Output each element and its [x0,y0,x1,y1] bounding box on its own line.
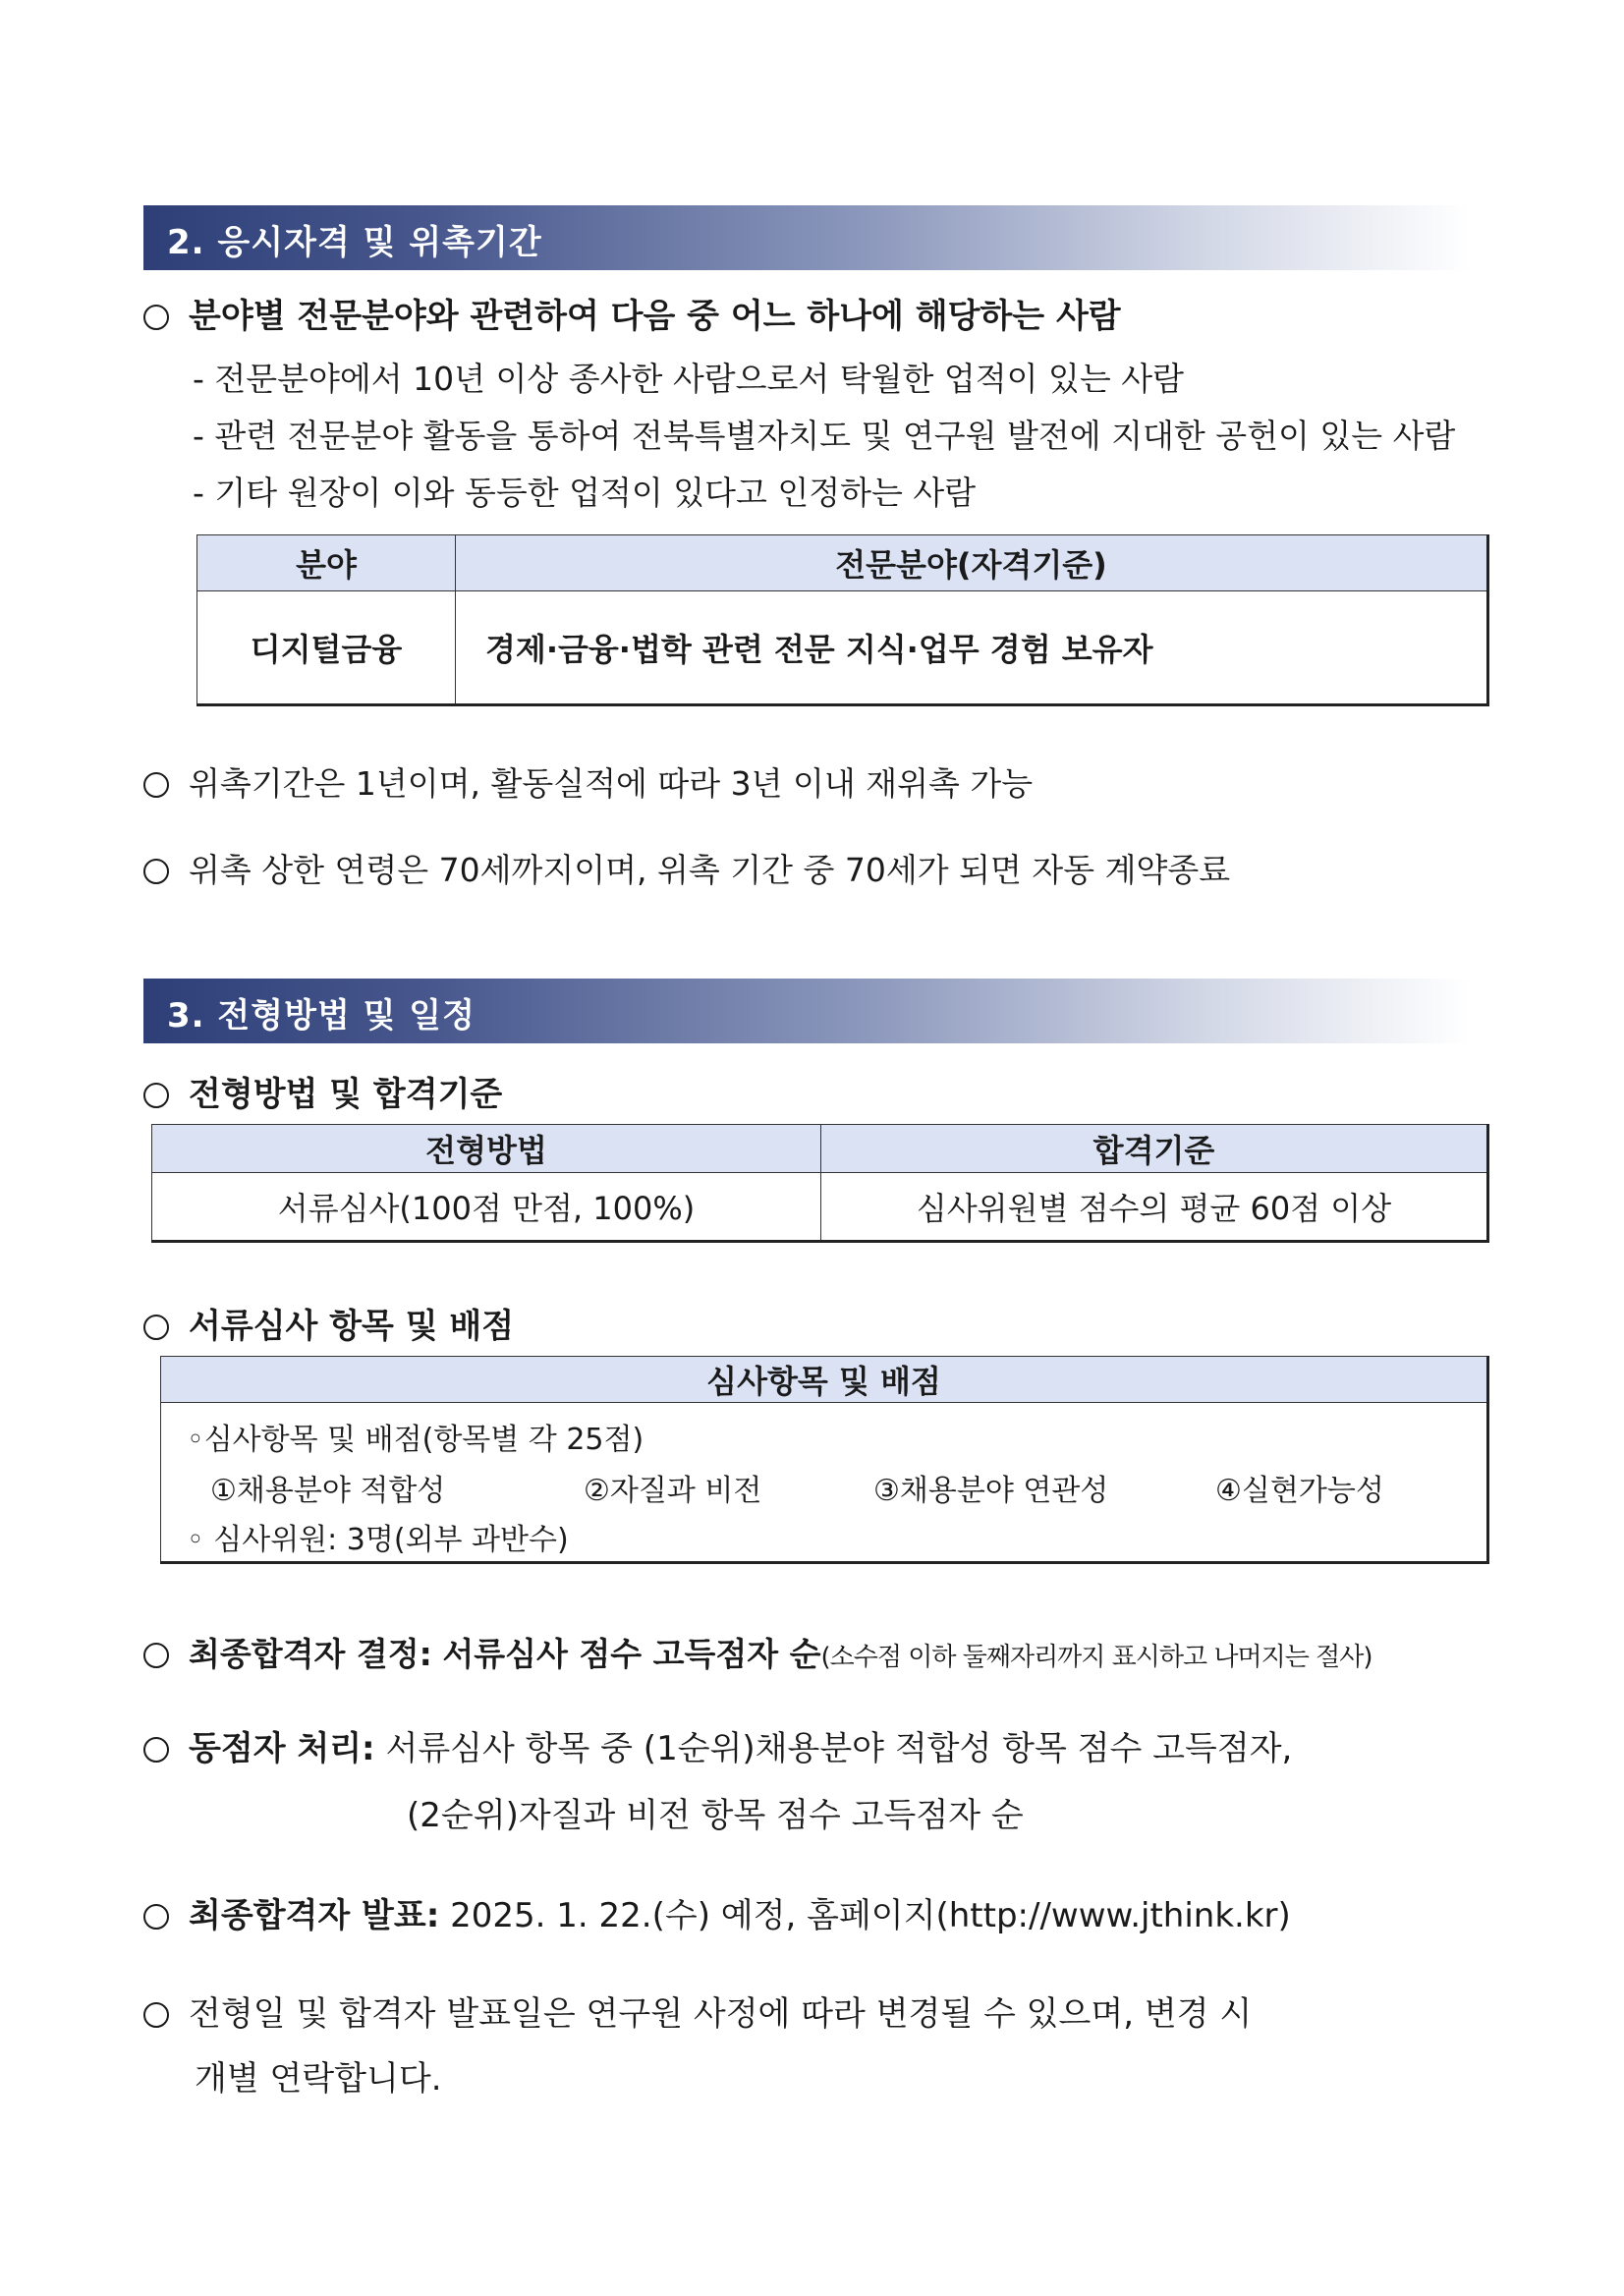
score-table-line-3: ◦ 심사위원: 3명(외부 과반수) [187,1523,569,1557]
circle-bullet-icon [143,1315,169,1340]
dash-item-1: - 전문분야에서 10년 이상 종사한 사람으로서 탁월한 업적이 있는 사람 [193,360,1185,398]
circle-bullet-icon [143,305,169,330]
score-item-2: ②자질과 비전 [584,1474,762,1508]
circle-bullet-icon [143,2002,169,2028]
announce-label: 최종합격자 발표: [189,1896,440,1935]
dash-item-3: - 기타 원장이 이와 동등한 업적이 있다고 인정하는 사람 [193,474,977,512]
tie-label: 동점자 처리: [189,1729,375,1768]
score-table-line-1: ◦심사항목 및 배점(항목별 각 25점) [187,1423,644,1457]
bullet-announce [143,1888,1291,1936]
score-item-1: ①채용분야 적합성 [210,1474,446,1508]
field-table-header-field: 분야 [197,535,456,591]
bullet-method [143,1067,502,1115]
score-table-header: 심사항목 및 배점 [161,1357,1488,1403]
bullet-tie [143,1721,1292,1769]
final-decision-label: 최종합격자 결정: [189,1635,432,1673]
bullet-eligibility-text: 분야별 전문분야와 관련하여 다음 중 어느 하나에 해당하는 사람 [189,297,1121,336]
score-item-4: ④실현가능성 [1215,1474,1384,1508]
field-table-header-criteria: 전문분야(자격기준) [456,535,1488,591]
method-table-header-method: 전형방법 [152,1125,821,1173]
section-3-title: 3. 전형방법 및 일정 [167,996,476,1036]
method-table-cell-method: 서류심사(100점 만점, 100%) [152,1173,821,1242]
announce-text: 2025. 1. 22.(수) 예정, 홈페이지(http://www.jthink.kr) [450,1896,1291,1935]
section-2-header [143,205,1470,270]
score-item-3: ③채용분야 연관성 [873,1474,1109,1508]
circle-bullet-icon [143,1643,169,1668]
final-decision-note: (소수점 이하 둘째자리까지 표시하고 나머지는 절사) [820,1643,1372,1672]
field-table-cell-criteria: 경제·금융·법학 관련 전문 지식·업무 경험 보유자 [456,591,1488,705]
bullet-final-decision [143,1629,1372,1675]
method-table [151,1124,1489,1243]
method-table-cell-criteria: 심사위원별 점수의 평균 60점 이상 [821,1173,1488,1242]
bullet-age-limit-text: 위촉 상한 연령은 70세까지이며, 위촉 기간 중 70세가 되면 자동 계약종료 [189,851,1231,889]
final-decision-text: 서류심사 점수 고득점자 순 [442,1635,821,1673]
tie-text-2: (2순위)자질과 비전 항목 점수 고득점자 순 [407,1796,1024,1835]
dash-item-2: - 관련 전문분야 활동을 통하여 전북특별자치도 및 연구원 발전에 지대한 공헌이 있는 사람 [193,417,1456,455]
bullet-change [143,1987,1252,2035]
bullet-age-limit [143,845,1230,891]
score-table-body [161,1403,1488,1563]
tie-text-1: 서류심사 항목 중 (1순위)채용분야 적합성 항목 점수 고득점자, [385,1729,1293,1768]
field-table [196,534,1489,706]
circle-bullet-icon [143,859,169,884]
bullet-method-text: 전형방법 및 합격기준 [189,1075,503,1114]
field-table-cell-field: 디지털금융 [197,591,456,705]
bullet-score-text: 서류심사 항목 및 배점 [189,1307,515,1346]
section-2-title: 2. 응시자격 및 위촉기간 [167,223,542,262]
score-table [160,1356,1489,1564]
change-text-2: 개별 연락합니다. [195,2059,442,2099]
bullet-term-text: 위촉기간은 1년이며, 활동실적에 따라 3년 이내 재위촉 가능 [189,764,1034,803]
method-table-header-criteria: 합격기준 [821,1125,1488,1173]
circle-bullet-icon [143,772,169,798]
circle-bullet-icon [143,1083,169,1108]
bullet-term [143,758,1033,805]
circle-bullet-icon [143,1737,169,1763]
bullet-eligibility [143,289,1121,337]
change-text-1: 전형일 및 합격자 발표일은 연구원 사정에 따라 변경될 수 있으며, 변경 시 [189,1994,1253,2034]
bullet-score [143,1299,514,1347]
section-3-header [143,979,1470,1043]
circle-bullet-icon [143,1904,169,1930]
